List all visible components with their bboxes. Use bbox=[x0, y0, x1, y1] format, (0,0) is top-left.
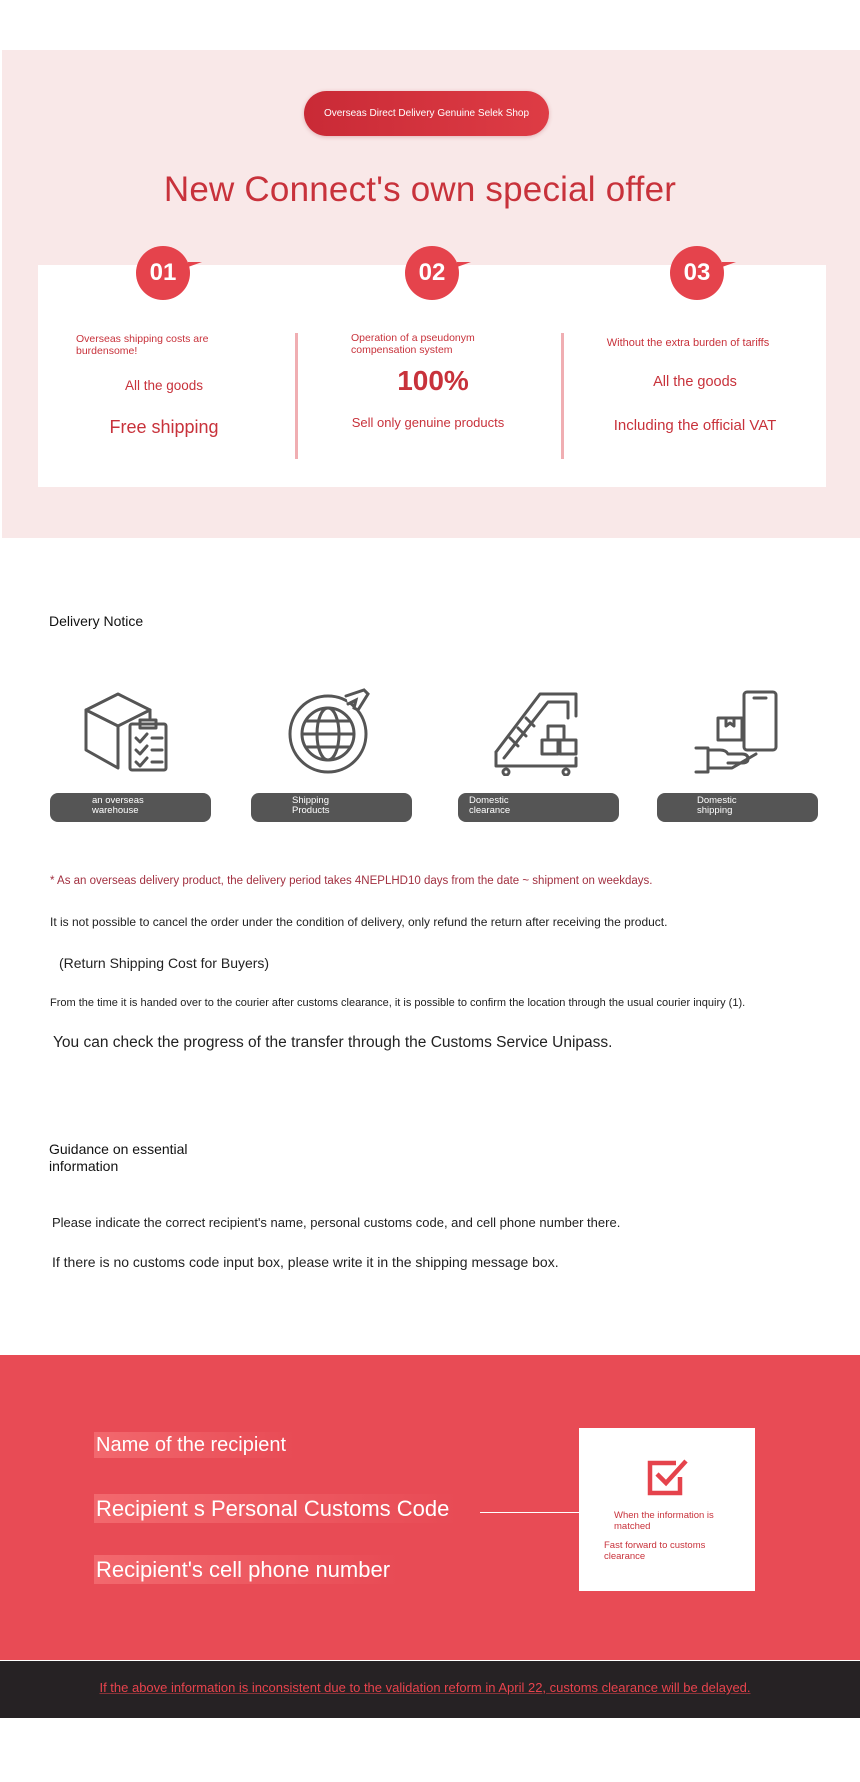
conveyor-boxes-icon bbox=[494, 688, 584, 776]
shop-badge: Overseas Direct Delivery Genuine Selek Shop bbox=[304, 91, 549, 136]
offer-divider bbox=[295, 333, 298, 459]
card-line-fast-forward: Fast forward to customs clearance bbox=[604, 1540, 706, 1562]
guidance-line-2: If there is no customs code input box, please write it in the shipping message box. bbox=[52, 1254, 559, 1270]
offer-1-middle: All the goods bbox=[124, 378, 204, 393]
offer-number-03: 03 bbox=[670, 246, 724, 300]
field-label: Name of the recipient bbox=[94, 1432, 294, 1458]
step-overseas-warehouse bbox=[50, 793, 211, 822]
hand-package-phone-icon bbox=[694, 688, 784, 776]
step-label: Domestic shipping bbox=[697, 795, 737, 817]
field-label: Recipient s Personal Customs Code bbox=[94, 1494, 457, 1523]
checkbox-check-icon bbox=[646, 1457, 690, 1497]
step-domestic-clearance bbox=[458, 793, 619, 822]
box-checklist-icon bbox=[82, 688, 172, 776]
delivery-period-note: * As an overseas delivery product, the delivery period takes 4NEPLHD10 days from the date ~ shipment on weekdays. bbox=[50, 875, 653, 887]
offer-number-01: 01 bbox=[136, 246, 190, 300]
offer-1-bottom: Free shipping bbox=[109, 417, 219, 437]
guidance-heading: Guidance on essential information bbox=[49, 1141, 188, 1174]
offer-2-bottom: Sell only genuine products bbox=[351, 415, 505, 430]
connector-line bbox=[480, 1512, 580, 1513]
step-shipping-products bbox=[251, 793, 412, 822]
offer-3-middle: All the goods bbox=[653, 374, 737, 390]
warning-text: If the above information is inconsistent due to the validation reform in April 22, customs clearance will be delayed. bbox=[99, 1680, 751, 1695]
card-line-matched: When the information is matched bbox=[614, 1510, 714, 1532]
courier-inquiry-note: From the time it is handed over to the courier after customs clearance, it is possible to confirm the location through the usual courier inquiry (1). bbox=[50, 997, 746, 1009]
field-label: Recipient's cell phone number bbox=[94, 1555, 398, 1584]
step-label: Shipping Products bbox=[292, 795, 330, 817]
step-label: Domestic clearance bbox=[469, 795, 511, 817]
offer-3-caption: Without the extra burden of tariffs bbox=[606, 337, 770, 349]
guidance-line-1: Please indicate the correct recipient's name, personal customs code, and cell phone number there. bbox=[52, 1215, 621, 1230]
offer-1-caption: Overseas shipping costs are burdensome! bbox=[76, 333, 209, 358]
step-label: an overseas warehouse bbox=[92, 795, 144, 817]
unipass-note: You can check the progress of the transfer through the Customs Service Unipass. bbox=[53, 1034, 613, 1051]
field-recipient-name bbox=[94, 1434, 294, 1457]
field-cell-phone bbox=[94, 1557, 398, 1583]
offer-2-middle: 100% bbox=[397, 365, 469, 396]
cancel-policy-note: It is not possible to cancel the order under the condition of delivery, only refund the return after receiving the product. bbox=[50, 915, 668, 929]
globe-plane-icon bbox=[284, 688, 374, 776]
offer-3-bottom: Including the official VAT bbox=[613, 417, 777, 434]
offer-2-caption: Operation of a pseudonym compensation system bbox=[351, 332, 475, 357]
verification-card bbox=[579, 1428, 755, 1591]
return-cost-note: (Return Shipping Cost for Buyers) bbox=[59, 955, 270, 971]
step-domestic-shipping bbox=[657, 793, 818, 822]
offer-number-02: 02 bbox=[405, 246, 459, 300]
promo-title: New Connect's own special offer bbox=[163, 170, 677, 209]
field-customs-code bbox=[94, 1496, 457, 1522]
delivery-notice-heading: Delivery Notice bbox=[49, 613, 144, 629]
offer-divider bbox=[561, 333, 564, 459]
